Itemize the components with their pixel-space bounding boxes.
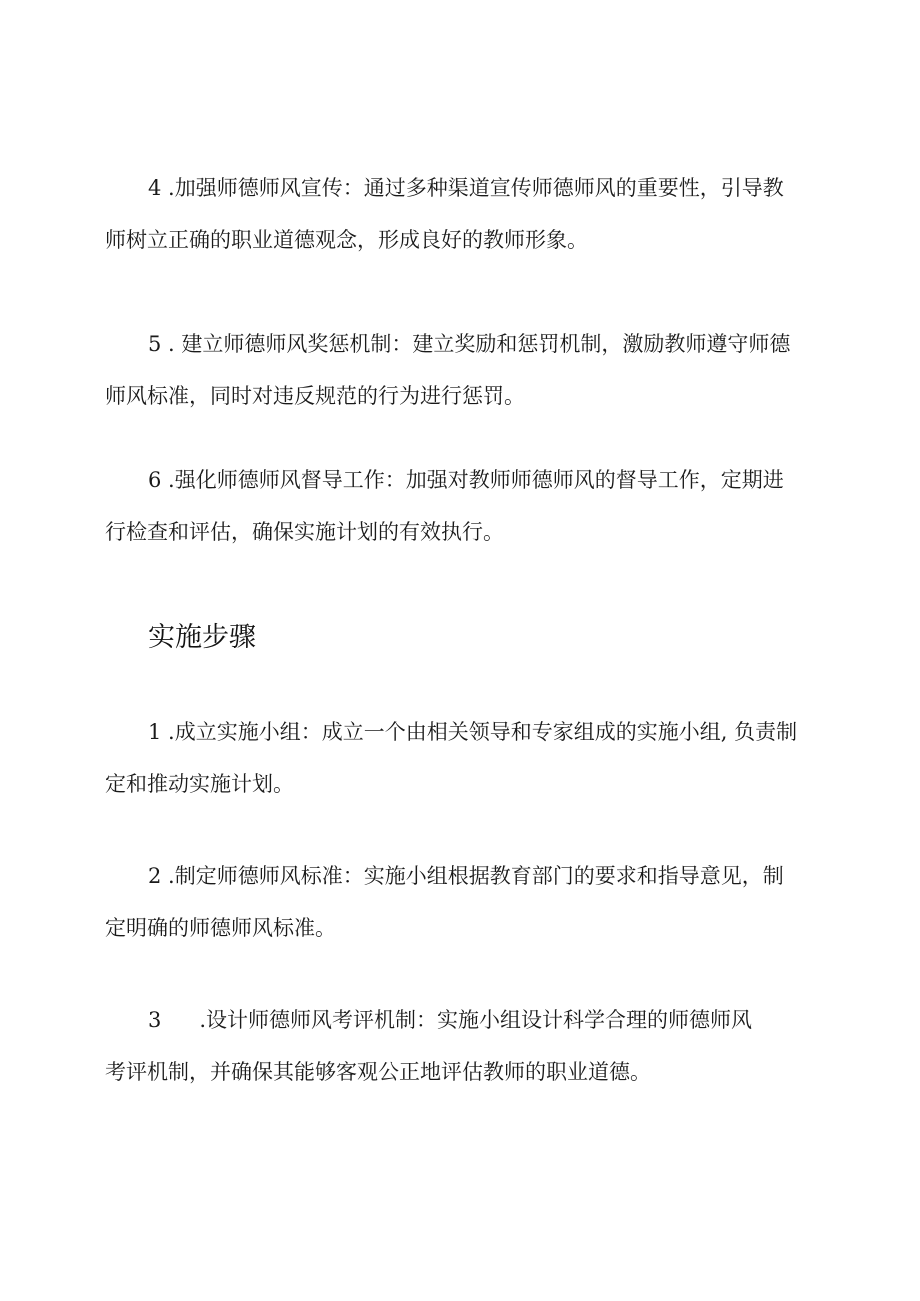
item-number: 4: [148, 176, 162, 200]
item-text-line2: 行检查和评估，确保实施计划的有效执行。: [105, 520, 504, 544]
list-item-3: [105, 994, 820, 1098]
item-text-line2: 师风标准，同时对违反规范的行为进行惩罚。: [105, 384, 525, 408]
item-number: 5: [148, 332, 162, 356]
item-text-line1: .强化师德师风督导工作：加强对教师师德师风的督导工作，定期进: [161, 468, 784, 492]
item-text-line2: 考评机制，并确保其能够客观公正地评估教师的职业道德。: [105, 1060, 651, 1084]
item-text-line2: 定明确的师德师风标准。: [105, 916, 336, 940]
item-text-line1: .制定师德师风标准：实施小组根据教育部门的要求和指导意见，制: [161, 864, 784, 888]
item-text-line1: .设计师德师风考评机制：实施小组设计科学合理的师德师风: [199, 1008, 753, 1032]
item-number: 1: [148, 720, 162, 744]
item-number: 3: [148, 1008, 162, 1032]
item-number: 6: [148, 468, 162, 492]
item-text-line2: 师树立正确的职业道德观念，形成良好的教师形象。: [105, 228, 588, 252]
item-text-line1: .加强师德师风宣传：通过多种渠道宣传师德师风的重要性，引导教: [161, 176, 784, 200]
list-item-4: [105, 162, 820, 266]
list-item-1: [105, 706, 820, 810]
section-heading: 实施步骤: [148, 622, 256, 653]
item-text-line2: 定和推动实施计划。: [105, 772, 294, 796]
item-text-line1: .成立实施小组：成立一个由相关领导和专家组成的实施小组, 负责制: [161, 720, 798, 744]
item-number: 2: [148, 864, 162, 888]
list-item-2: [105, 850, 820, 954]
item-text-line1: . 建立师德师风奖惩机制：建立奖励和惩罚机制，激励教师遵守师德: [161, 332, 791, 356]
list-item-5: [105, 318, 820, 422]
list-item-6: [105, 454, 820, 558]
